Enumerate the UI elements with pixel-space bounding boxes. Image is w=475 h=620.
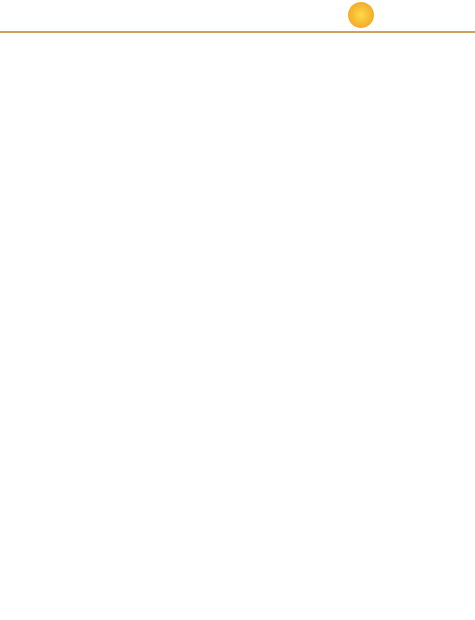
masthead: [0, 0, 475, 30]
sun-logo-icon: [348, 2, 374, 28]
header-rule: [0, 31, 475, 33]
